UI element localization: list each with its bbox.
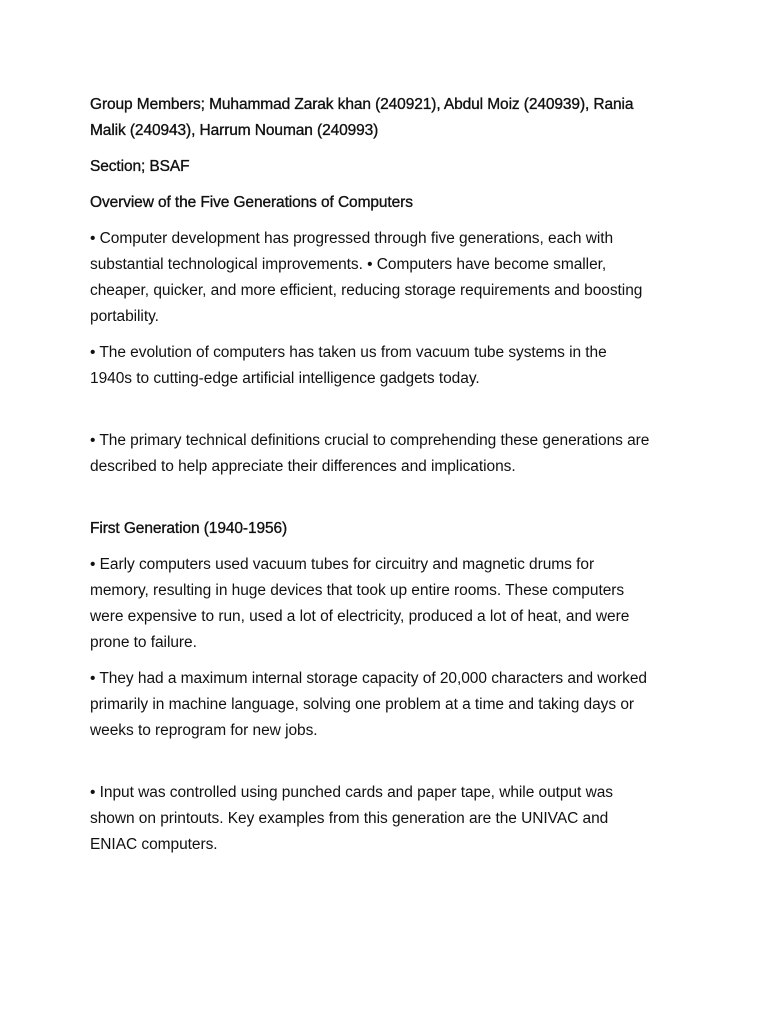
spacer: [90, 480, 688, 516]
first-generation-paragraph-1: • Early computers used vacuum tubes for circuitry and magnetic drums for memory, resulting in huge devices that took up entire rooms. These computers were expensive to run, used a lot of electricity, produced a lot of heat, and were prone to failure.: [90, 556, 630, 651]
first-generation-paragraph-2: • They had a maximum internal storage capacity of 20,000 characters and worked primarily in machine language, solving one problem at a time and taking days or weeks to reprogram for new jobs.: [90, 670, 647, 739]
spacer: [90, 330, 688, 340]
spacer: [90, 180, 688, 190]
group-members-line: Group Members; Muhammad Zarak khan (240921), Abdul Moiz (240939), Rania Malik (240943), Harrum Nouman (240993): [90, 96, 634, 139]
spacer: [90, 542, 688, 552]
spacer: [90, 144, 688, 154]
overview-title: Overview of the Five Generations of Computers: [90, 194, 413, 211]
section-line: Section; BSAF: [90, 158, 190, 175]
overview-paragraph-1: • Computer development has progressed through five generations, each with substantial technological improvements. • Computers have become smaller, cheaper, quicker, and more efficient, reducing storage requirements and boosting portability.: [90, 230, 643, 325]
spacer: [90, 392, 688, 428]
overview-paragraph-2: • The evolution of computers has taken us from vacuum tube systems in the 1940s to cutting-edge artificial intelligence gadgets today.: [90, 344, 607, 387]
spacer: [90, 216, 688, 226]
spacer: [90, 656, 688, 666]
first-generation-title: First Generation (1940-1956): [90, 520, 288, 537]
spacer: [90, 744, 688, 780]
first-generation-paragraph-3: • Input was controlled using punched cards and paper tape, while output was shown on printouts. Key examples from this generation are the UNIVAC and ENIAC computers.: [90, 784, 613, 853]
overview-paragraph-3: • The primary technical definitions crucial to comprehending these generations are described to help appreciate their differences and implications.: [90, 432, 650, 475]
